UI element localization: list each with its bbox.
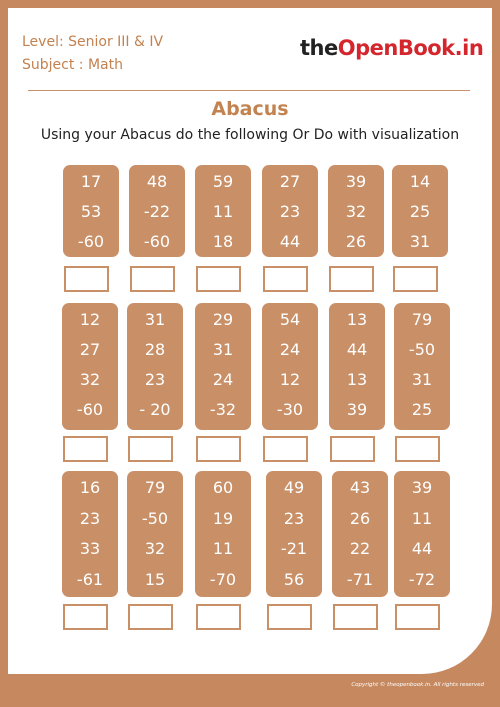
copyright-notice: Copyright © theopenbook.in. All rights reserved [351,682,484,688]
problem-card [129,165,185,257]
problem-number: 39 [411,478,433,497]
problem-number: 25 [409,202,431,221]
problem-number: 23 [283,508,305,528]
problem-number: 31 [409,232,431,251]
problem-number: 33 [79,539,101,558]
problem-number: 24 [212,370,234,389]
problem-number: 11 [212,539,234,558]
logo-part-book: Book.in [397,36,484,60]
logo-part-open: Open [337,36,398,60]
problem-number: 14 [409,172,431,191]
problem-number: 31 [411,370,433,389]
problem-number: -32 [209,400,237,419]
problem-number: 28 [144,340,166,359]
problem-number: 53 [80,202,102,221]
problem-number: 26 [345,232,367,251]
problem-card [329,303,385,430]
problem-number: 44 [279,232,301,251]
problem-number: 43 [349,478,371,497]
problem-number: 13 [346,310,368,329]
problem-number: 12 [279,370,301,389]
problem-number: 11 [411,508,433,528]
problem-number: -70 [209,569,237,589]
problem-card [392,165,448,257]
subject-label: Subject : Math [22,57,123,73]
problem-number: 39 [345,172,367,191]
brand-logo [300,36,483,60]
problem-number: 56 [283,569,305,589]
problem-number: 15 [144,569,166,589]
problem-number: 29 [212,310,234,329]
problem-number: 44 [411,539,433,558]
logo-part-the: the [300,36,338,60]
problem-card [195,165,251,257]
problem-number: 16 [79,478,101,497]
problem-number: -30 [276,400,304,419]
instructions: Using your Abacus do the following Or Do with visualization [40,127,460,143]
problem-number: 22 [349,539,371,558]
problem-card [62,471,118,597]
problem-number: 31 [144,310,166,329]
problem-card [332,471,388,597]
level-label: Level: Senior III & IV [22,34,164,50]
answer-box[interactable] [196,604,241,630]
problem-card [328,165,384,257]
problem-card [262,165,318,257]
problem-card [195,471,251,597]
problem-number: 49 [283,478,305,497]
worksheet-title: Abacus [211,98,289,120]
problem-number: 11 [212,202,234,221]
problem-number: 60 [212,478,234,497]
problem-card [63,165,119,257]
problem-number: 18 [212,232,234,251]
problem-number: -60 [76,400,104,419]
answer-box[interactable] [64,266,109,292]
answer-box[interactable] [333,604,378,630]
answer-box[interactable] [263,266,308,292]
answer-box[interactable] [128,604,173,630]
problem-number: 24 [279,340,301,359]
answer-box[interactable] [267,604,312,630]
answer-box[interactable] [329,266,374,292]
problem-number: 39 [346,400,368,419]
problem-number: 32 [144,539,166,558]
problem-number: -60 [143,232,171,251]
problem-number: 32 [79,370,101,389]
problem-number: 79 [144,478,166,497]
problem-number: 27 [279,172,301,191]
answer-box[interactable] [263,436,308,462]
header-divider [28,90,470,91]
problem-number: 12 [79,310,101,329]
answer-box[interactable] [128,436,173,462]
answer-box[interactable] [395,436,440,462]
problem-number: 31 [212,340,234,359]
answer-box[interactable] [330,436,375,462]
problem-card [394,303,450,430]
problem-number: -21 [280,539,308,558]
answer-box[interactable] [63,436,108,462]
problem-number: -50 [408,340,436,359]
problem-number: 79 [411,310,433,329]
problem-number: 27 [79,340,101,359]
problem-card [127,471,183,597]
problem-number: -61 [76,569,104,589]
problem-card [266,471,322,597]
problem-number: - 20 [139,400,171,419]
problem-number: 23 [79,508,101,528]
problem-number: -72 [408,569,436,589]
problem-number: 48 [146,172,168,191]
problem-card [195,303,251,430]
problem-number: -50 [141,508,169,528]
problem-number: 44 [346,340,368,359]
answer-box[interactable] [395,604,440,630]
answer-box[interactable] [63,604,108,630]
problem-number: 19 [212,508,234,528]
problem-number: 23 [279,202,301,221]
problem-card [394,471,450,597]
problem-number: -22 [143,202,171,221]
problem-number: 32 [345,202,367,221]
problem-number: 54 [279,310,301,329]
answer-box[interactable] [196,436,241,462]
problem-number: 25 [411,400,433,419]
problem-number: 17 [80,172,102,191]
problem-number: 59 [212,172,234,191]
problem-number: 26 [349,508,371,528]
answer-box[interactable] [196,266,241,292]
problem-number: -71 [346,569,374,589]
problem-card [127,303,183,430]
problem-number: 13 [346,370,368,389]
answer-box[interactable] [130,266,175,292]
problem-card [262,303,318,430]
problem-number: -60 [77,232,105,251]
problem-card [62,303,118,430]
problem-number: 23 [144,370,166,389]
answer-box[interactable] [393,266,438,292]
